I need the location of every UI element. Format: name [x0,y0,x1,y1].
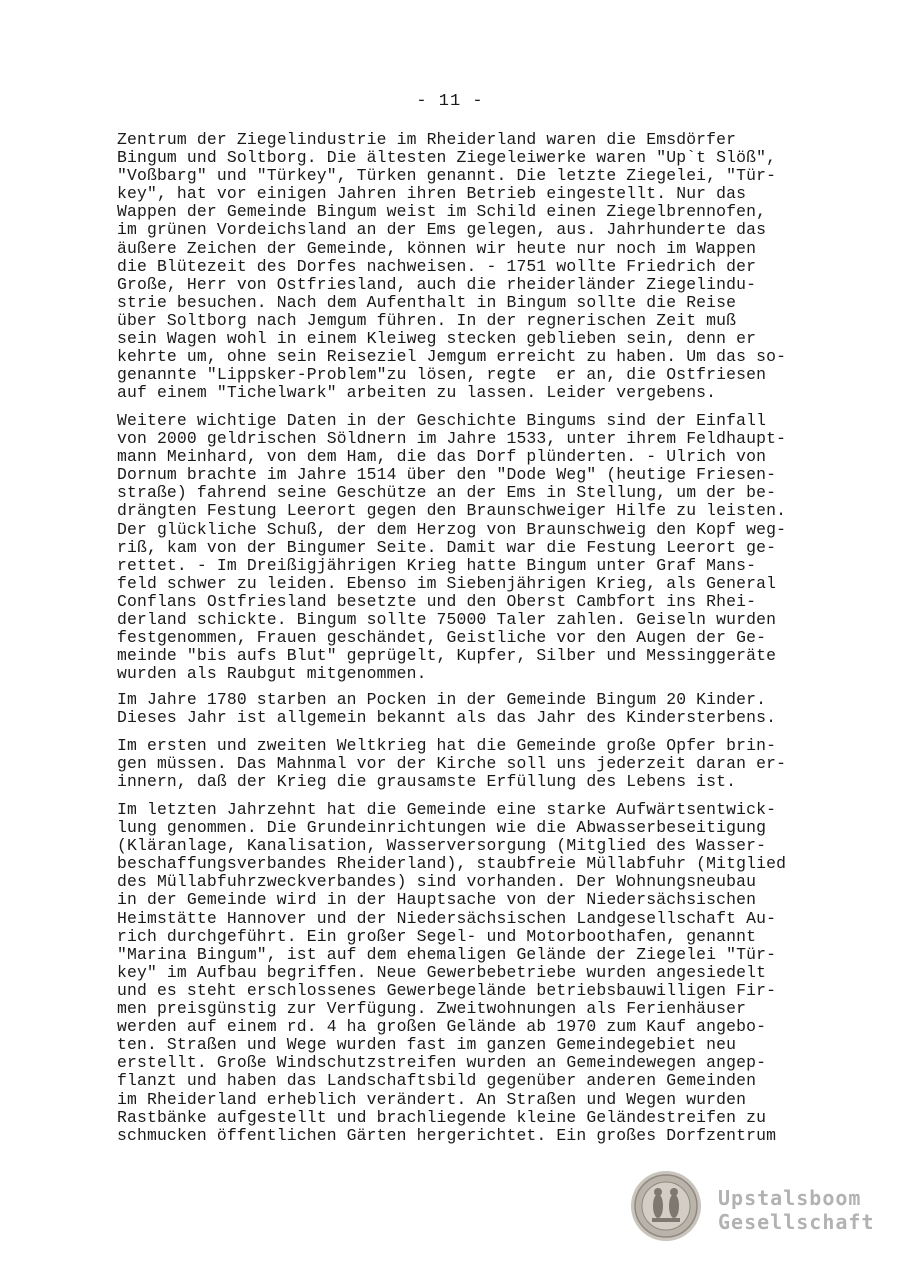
paragraph-weltkriege: Im ersten und zweiten Weltkrieg hat die Gemeinde große Opfer brin- gen müssen. Das Mahnmal vor der Kirche soll uns jederzeit daran er- innern, daß der Krieg die grausamste Erfüllung des Lebens ist. [117,736,787,792]
logo-line-2: Gesellschaft [718,1210,875,1234]
page-number: - 11 - [416,92,484,111]
logo-line-1: Upstalsboom [718,1186,862,1210]
paragraph-aufwaertsentwicklung: Im letzten Jahrzehnt hat die Gemeinde eine starke Aufwärtsentwick- lung genommen. Die Grundeinrichtungen wie die Abwasserbeseitigung (Kläranlage, Kanalisation, Wasserversorgung (Mitglied des Wasser- beschaffungsverbandes Rheiderland), staubfreie Müllabfuhr (Mitglied des Müllabfuhrzweckverbandes) sind vorhanden. Der Wohnungsneubau in der Gemeinde wird in der Hauptsache von der Niedersächsischen Heimstätte Hannover und der Niedersächsischen Landgesellschaft Au- rich durchgeführt. Ein großer Segel- und Motorboothafen, genannt "Marina Bingum", ist auf dem ehemaligen Gelände der Ziegelei "Tür- key" im Aufbau begriffen. Neue Gewerbebetriebe wurden angesiedelt und es steht erschlossenes Gewerbegelände betriebsbauwilligen Fir- men preisgünstig zur Verfügung. Zweitwohnungen als Ferienhäuser werden auf einem rd. 4 ha großen Gelände ab 1970 zum Kauf angebo- ten. Straßen und Wege wurden fast im ganzen Gemeindegebiet neu erstellt. Große Windschutzstreifen wurden an Gemeindewegen angep- flanzt und haben das Landschaftsbild gegenüber anderen Gemeinden im Rheiderland erheblich verändert. An Straßen und Wegen wurden Rastbänke aufgestellt und brachliegende kleine Geländestreifen zu schmucken öffentlichen Gärten hergerichtet. Ein großes Dorfzentrum [117,800,787,1145]
paragraph-ziegelindustrie: Zentrum der Ziegelindustrie im Rheiderland waren die Emsdörfer Bingum und Soltborg. Die ältesten Ziegeleiwerke waren "Up`t Slöß", "Voßbarg" und "Türkey", Türken genannt. Die letzte Ziegelei, "Tür- key", hat vor einigen Jahren ihren Betrieb eingestellt. Nur das Wappen der Gemeinde Bingum weist im Schild einen Ziegelbrennofen, im grünen Vordeichsland an der Ems gelegen, aus. Jahrhunderte das äußere Zeichen der Gemeinde, können wir heute nur noch im Wappen die Blütezeit des Dorfes nachweisen. - 1751 wollte Friedrich der Große, Herr von Ostfriesland, auch die rheiderländer Ziegelindu- strie besuchen. Nach dem Aufenthalt in Bingum sollte die Reise über Soltborg nach Jemgum führen. In der regnerischen Zeit muß sein Wagen wohl in einem Kleiweg stecken geblieben sein, denn er kehrte um, ohne sein Reiseziel Jemgum erreicht zu haben. Um das so- genannte "Lippsker-Problem"zu lösen, regte er an, die Ostfriesen auf einem "Tichelwark" arbeiten zu lassen. Leider vergebens. [117,130,787,403]
seal-icon [630,1170,702,1242]
upstalsboom-logo [718,1186,875,1234]
paragraph-kindersterben: Im Jahre 1780 starben an Pocken in der Gemeinde Bingum 20 Kinder. Dieses Jahr ist allgemein bekannt als das Jahr des Kindersterbens. [117,690,777,728]
paragraph-geschichte-daten: Weitere wichtige Daten in der Geschichte Bingums sind der Einfall von 2000 geldrischen Söldnern im Jahre 1533, unter ihrem Feldhaupt- mann Meinhard, von dem Ham, die das Dorf plünderten. - Ulrich von Dornum brachte im Jahre 1514 über den "Dode Weg" (heutige Friesen- straße) fahrend seine Geschütze an der Ems in Stellung, um der be- drängten Festung Leerort gegen den Braunschweiger Hilfe zu leisten. Der glückliche Schuß, der dem Herzog von Braunschweig den Kopf weg- riß, kam von der Bingumer Seite. Damit war die Festung Leerort ge- rettet. - Im Dreißigjährigen Krieg hatte Bingum unter Graf Mans- feld schwer zu leiden. Ebenso im Siebenjährigen Krieg, als General Conflans Ostfriesland besetzte und den Oberst Cambfort ins Rhei- derland schickte. Bingum sollte 75000 Taler zahlen. Geiseln wurden festgenommen, Frauen geschändet, Geistliche vor den Augen der Ge- meinde "bis aufs Blut" geprügelt, Kupfer, Silber und Messinggeräte wurden als Raubgut mitgenommen. [117,411,787,684]
